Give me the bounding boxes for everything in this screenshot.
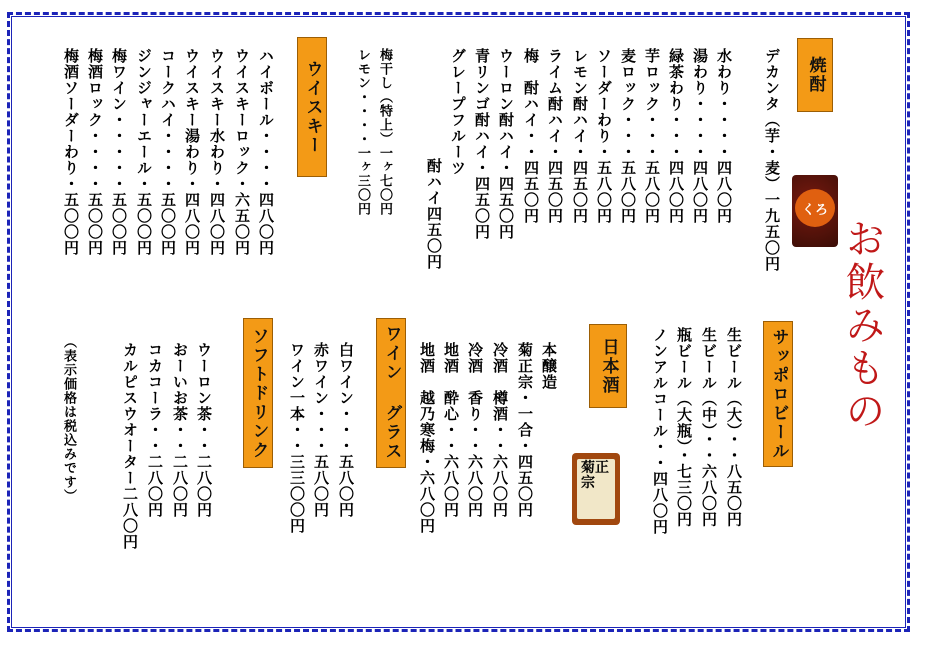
sake-header: 日本酒 [589,324,627,408]
sake-item: 冷酒 樽酒・・六八〇円 [491,342,509,518]
shochu-decanter: デカンタ（芋・麦）一九五〇円 [763,48,781,272]
shochu-item: 水わり・・・・四八〇円 [715,48,733,224]
shochu-item: 酎ハイ四五〇円 [425,126,443,270]
whisky-item: ウイスキー水わり・四八〇円 [208,48,226,256]
beer-header: サッポロビール [763,321,793,467]
shochu-item: グレープフルーツ [449,48,467,176]
sake-item: 地酒 酔心・・六八〇円 [442,342,460,518]
soft-drink-item: コカコーラ・・二八〇円 [146,342,164,518]
wine-item: 赤ワイン・・・五八〇円 [312,342,330,518]
kikumasa-bottle-image [572,453,620,525]
kikumasa-text: 菊正宗 [581,460,609,491]
shochu-extra: 梅干し（特上）一ヶ七〇円 [377,48,392,216]
tax-note: （表示価格は税込みです） [61,335,76,503]
kuro-bottle-image [792,175,838,247]
whisky-item: ジンジャーエール・五〇〇円 [135,48,153,256]
whisky-item: ハイボール・・・・四八〇円 [257,48,275,256]
beer-item: 生ビール（中）・・六八〇円 [700,327,718,528]
beer-item: 瓶ビール（大瓶）・七三〇円 [675,327,693,528]
shochu-item: 湯わり・・・・四八〇円 [691,48,709,224]
soft-drink-item: おーいお茶・・二八〇円 [171,342,189,518]
kuro-seal: くろ [795,189,835,227]
shochu-item: レモン酎ハイ・四五〇円 [571,48,589,224]
sake-item: 本醸造 [540,342,558,390]
wine-header: ワイン グラス [376,318,406,468]
whisky-item: ウイスキー湯わり・四八〇円 [183,48,201,256]
soft-drinks-header: ソフトドリンク [243,318,273,468]
soft-drink-item: カルピスウオーター二八〇円 [121,342,139,550]
beer-item: 生ビール（大）・・八五〇円 [725,327,743,528]
wine-item: 白ワイン・・・五八〇円 [337,342,355,518]
sake-item: 菊正宗・一合・四五〇円 [516,342,534,518]
shochu-item: 青リンゴ酎ハイ・四五〇円 [473,48,491,240]
wine-item: ワイン一本・・三三〇〇円 [288,342,306,534]
soft-drink-item: ウーロン茶・・二八〇円 [195,342,213,518]
whisky-item: ウイスキーロック・六五〇円 [233,48,251,256]
shochu-item: 緑茶わり・・・四八〇円 [667,48,685,224]
whisky-header: ウイスキー [297,37,327,177]
whisky-item: コークハイ・・・・五〇〇円 [159,48,177,256]
whisky-item: 梅ワイン・・・・・五〇〇円 [110,48,128,256]
shochu-item: 麦ロック・・・五八〇円 [619,48,637,224]
whisky-item: 梅酒ロック・・・・五〇〇円 [86,48,104,256]
shochu-item: ウーロン酎ハイ・四五〇円 [497,48,515,240]
shochu-extra: レモン・・・・一ヶ三〇円 [355,48,370,216]
sake-item: 地酒 越乃寒梅・六八〇円 [418,342,436,534]
sake-item: 冷酒 香り・・六八〇円 [466,342,484,518]
menu-title: お飲みもの [839,218,885,433]
shochu-header: 焼酎 [797,38,833,112]
whisky-item: 梅酒ソーダーわり・五〇〇円 [62,48,80,256]
shochu-item: 梅 酎ハイ・・四五〇円 [522,48,540,224]
beer-item: ノンアルコール・・四八〇円 [651,327,669,535]
shochu-item: ライム酎ハイ・四五〇円 [546,48,564,224]
shochu-item: ソーダーわり・五八〇円 [595,48,613,224]
shochu-item: 芋ロック・・・五八〇円 [643,48,661,224]
